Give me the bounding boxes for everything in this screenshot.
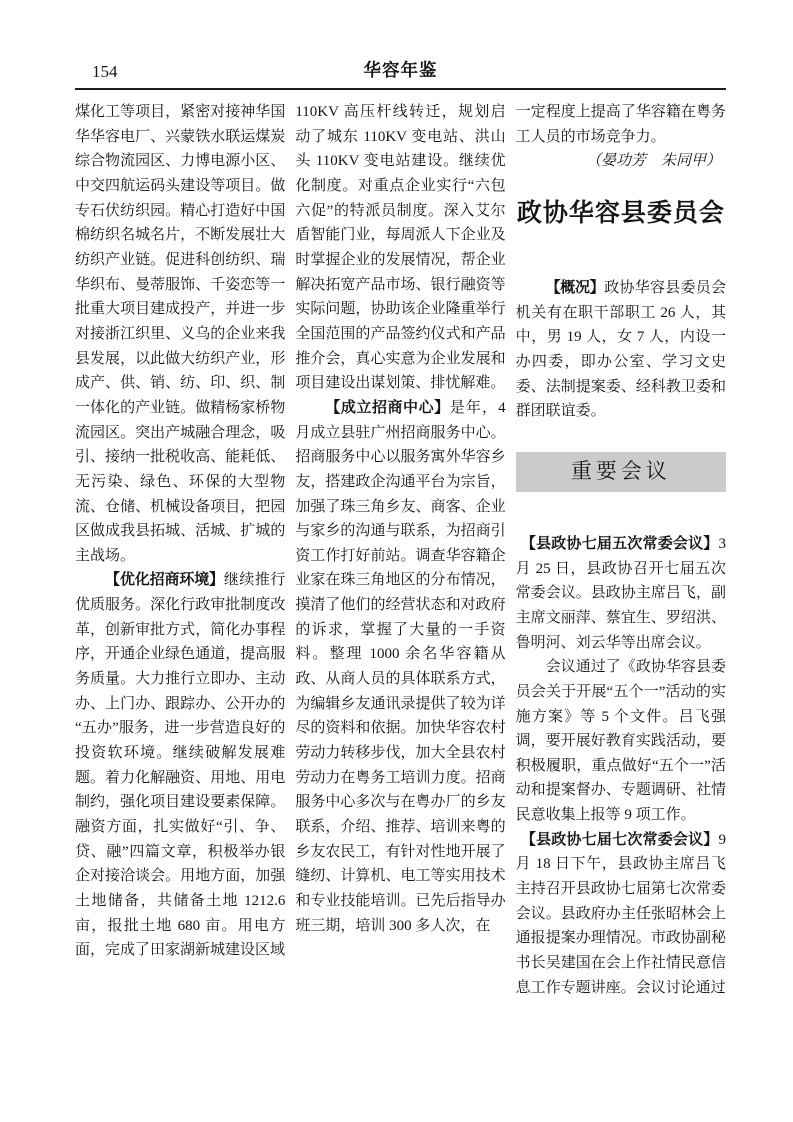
entry-text: 是年，4 月成立县驻广州招商服务中心。招商服务中心以服务寓外华容乡友，搭建政企沟通平台为宗旨，加强了珠三角乡友、商客、企业与家乡的沟通与联系，为招商引资工作打好前站。调查华容籍企业家在珠三角地区的分布情况，摸清了他们的经营状态和对政府的诉求，掌握了大量的一手资料。整理 1000 余名华容籍从政、从商人员的具体联系方式，为编辑乡友通讯录提供了较为详尽的资料和依据。加快华容农村劳动力转移步伐，加大全县农村劳动力在粤务工培训力度。招商服务中心多次与在粤办厂的乡友联系，介绍、推荐、培训来粤的乡友农民工，有针对性地开展了缝纫、计算机、电工等实用技术和专业技能培训。已先后指导办班三期，培训 300 多人次，在 (295, 399, 506, 934)
paragraph-continuation: 110KV 高压杆线转迁，规划启动了城东 110KV 变电站、洪山头 110KV 变电站建设。继续优化制度。对重点企业实行“六包六促”的特派员制度。深入艾尔盾智能门业，每周派人下企业及时掌握企业的发展情况，帮企业解决拓宽产品市场、银行融资等实际问题，协助该企业隆重举行全国范围的产品签约仪式和产品推介会，真心实意为企业发展和项目建设出谋划策、排忧解难。 (295, 104, 506, 392)
paragraph: 会议通过了《政协华容县委员会关于开展“五个一”活动的实施方案》等 5 个文件。吕飞强调，要开展好教育实践活动，要积极履职，重点做好“五个一”活动和提案督办、专题调研、社情民意收集上报等 9 项工作。 (515, 659, 726, 824)
entry-head: 【县政协七届七次常委会议】 (520, 830, 719, 848)
entry-meeting-5th (516, 532, 726, 655)
article-title: 政协华容县委员会 (516, 199, 725, 227)
entry-text: 3 月 25 日，县政协召开七届五次常委会议。县政协主席吕飞，副主席文丽萍、蔡宜生、罗绍洪、鲁明河、刘云华等出席会议。 (515, 535, 726, 651)
section-heading-important-meetings: 重要会议 (516, 452, 726, 492)
paragraph-continuation: 煤化工等项目，紧密对接神华国华华容电厂、兴蒙铁水联运煤炭综合物流园区、力博电源小区、中交四航运码头建设等项目。做专石伏纺织园。精心打造好中国棉纺织名城名片，不断发展壮大纺织产业链。促进科创纺织、瑞华织布、曼蒂服饰、千姿恋等一批重大项目建成投产，并进一步对接浙江织里、义乌的企业来我县发展，以此做大纺织产业，形成产、供、销、纺、印、织、制一体化的产业链。做精杨家桥物流园区。突出产城融合理念，吸引、接纳一批税收高、能耗低、无污染、绿色、环保的大型物流、仓储、机械设备项目，把园区做成我县拓城、活城、扩城的主战场。 (75, 104, 286, 564)
text-columns (75, 100, 726, 1000)
entry-optimize-environment (75, 568, 285, 963)
entry-head: 【县政协七届五次常委会议】 (520, 534, 719, 552)
running-head (75, 60, 726, 90)
entry-head: 【优化招商环境】 (105, 571, 224, 589)
entry-head: 【概况】 (545, 278, 605, 296)
author-byline: （晏功芳 朱同甲） (585, 153, 721, 170)
page-number: 154 (92, 62, 118, 81)
entry-text: 9 月 18 日下午，县政协主席吕飞主持召开县政协七届第七次常委会议。县政府办主任张昭林会上通报提案办理情况。市政协副秘书长吴建国在会上作社情民意信息工作专题讲座。会议讨论通过 (515, 831, 726, 996)
column-3 (516, 100, 726, 1000)
entry-investment-center (295, 396, 505, 938)
entry-overview (516, 276, 726, 424)
paragraph-continuation: 一定程度上提高了华容籍在粤务工人员的市场竞争力。 (515, 104, 726, 145)
entry-meeting-7th (516, 828, 726, 1001)
entry-head: 【成立招商中心】 (325, 398, 450, 416)
book-title: 华容年鉴 (363, 60, 438, 80)
entry-text: 继续推行优质服务。深化行政审批制度改革，创新审批方式，简化办事程序，开通企业绿色通道，提高服务质量。大力推行立即办、主动办、上门办、跟踪办、公开办的“五办”服务，进一步营造良好的投资软环境。继续破解发展难题。着力化解融资、用地、用电制约，强化项目建设要素保障。融资方面，扎实做好“引、争、贷、融”四篇文章，积极举办银企对接洽谈会。用地方面，加强土地储备，共储备土地 1212.6 亩，报批土地 680 亩。用电方面，完成了田家湖新城建设区域 (75, 572, 286, 959)
entry-text: 政协华容县委员会机关有在职干部职工 26 人，其中，男 19 人，女 7 人，内设一办四委，即办公室、学习文史委、法制提案委、经科教卫委和群团联谊委。 (515, 279, 726, 420)
column-2 (295, 100, 505, 1000)
column-1 (75, 100, 285, 1000)
